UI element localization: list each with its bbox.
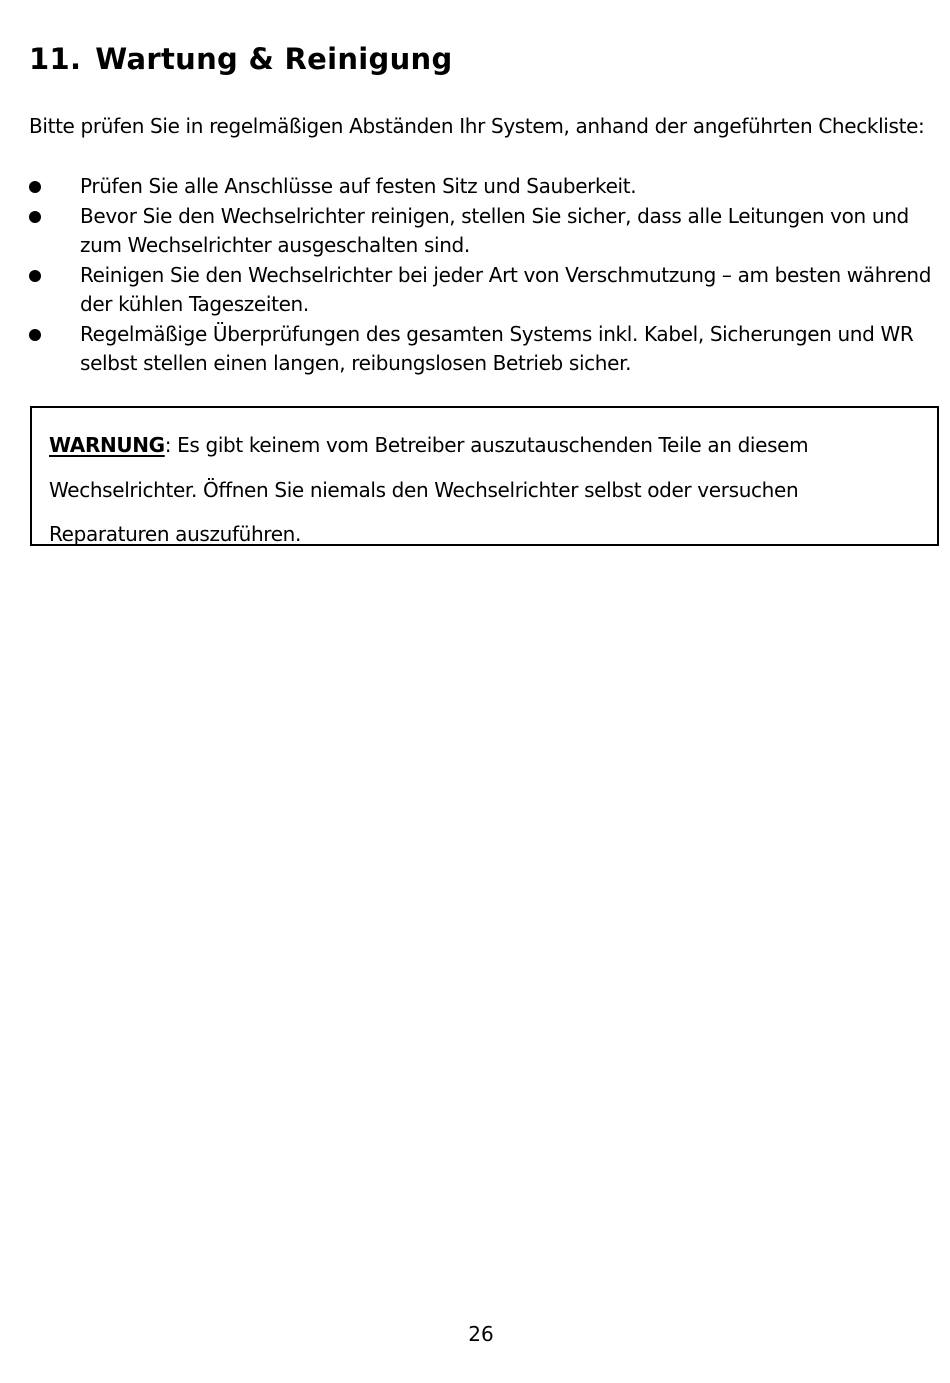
section-number: 11. — [29, 42, 82, 76]
warning-separator: : — [164, 433, 172, 457]
warning-label: WARNUNG — [49, 433, 165, 457]
checklist-item — [29, 261, 939, 320]
checklist-item-text: Regelmäßige Überprüfungen des gesamten Systems inkl. Kabel, Sicherungen und WR selbst stellen einen langen, reibungslosen Betrieb sicher. — [80, 321, 914, 375]
checklist-item-text: Reinigen Sie den Wechselrichter bei jeder Art von Verschmutzung – am besten während der kühlen Tageszeiten. — [80, 262, 932, 316]
page-number: 26 — [468, 1322, 494, 1346]
checklist-item — [29, 320, 939, 379]
checklist — [29, 172, 939, 379]
bullet-dot-icon — [29, 181, 41, 193]
section-title: Wartung & Reinigung — [95, 42, 453, 76]
warning-message: Es gibt keinem vom Betreiber auszutauschenden Teile an diesem Wechselrichter. Öffnen Sie niemals den Wechselrichter selbst oder versuchen Reparaturen auszuführen. — [49, 433, 809, 546]
warning-text — [49, 423, 921, 557]
section-heading — [29, 42, 453, 76]
checklist-item — [29, 202, 939, 261]
bullet-dot-icon — [29, 270, 41, 282]
warning-box — [30, 406, 939, 546]
checklist-item-text: Prüfen Sie alle Anschlüsse auf festen Sitz und Sauberkeit. — [80, 174, 637, 198]
intro-paragraph: Bitte prüfen Sie in regelmäßigen Abständen Ihr System, anhand der angeführten Checkliste: — [29, 114, 925, 138]
bullet-dot-icon — [29, 211, 41, 223]
checklist-item-text: Bevor Sie den Wechselrichter reinigen, stellen Sie sicher, dass alle Leitungen von und zum Wechselrichter ausgeschalten sind. — [80, 203, 909, 257]
bullet-dot-icon — [29, 329, 41, 341]
checklist-item — [29, 172, 939, 202]
